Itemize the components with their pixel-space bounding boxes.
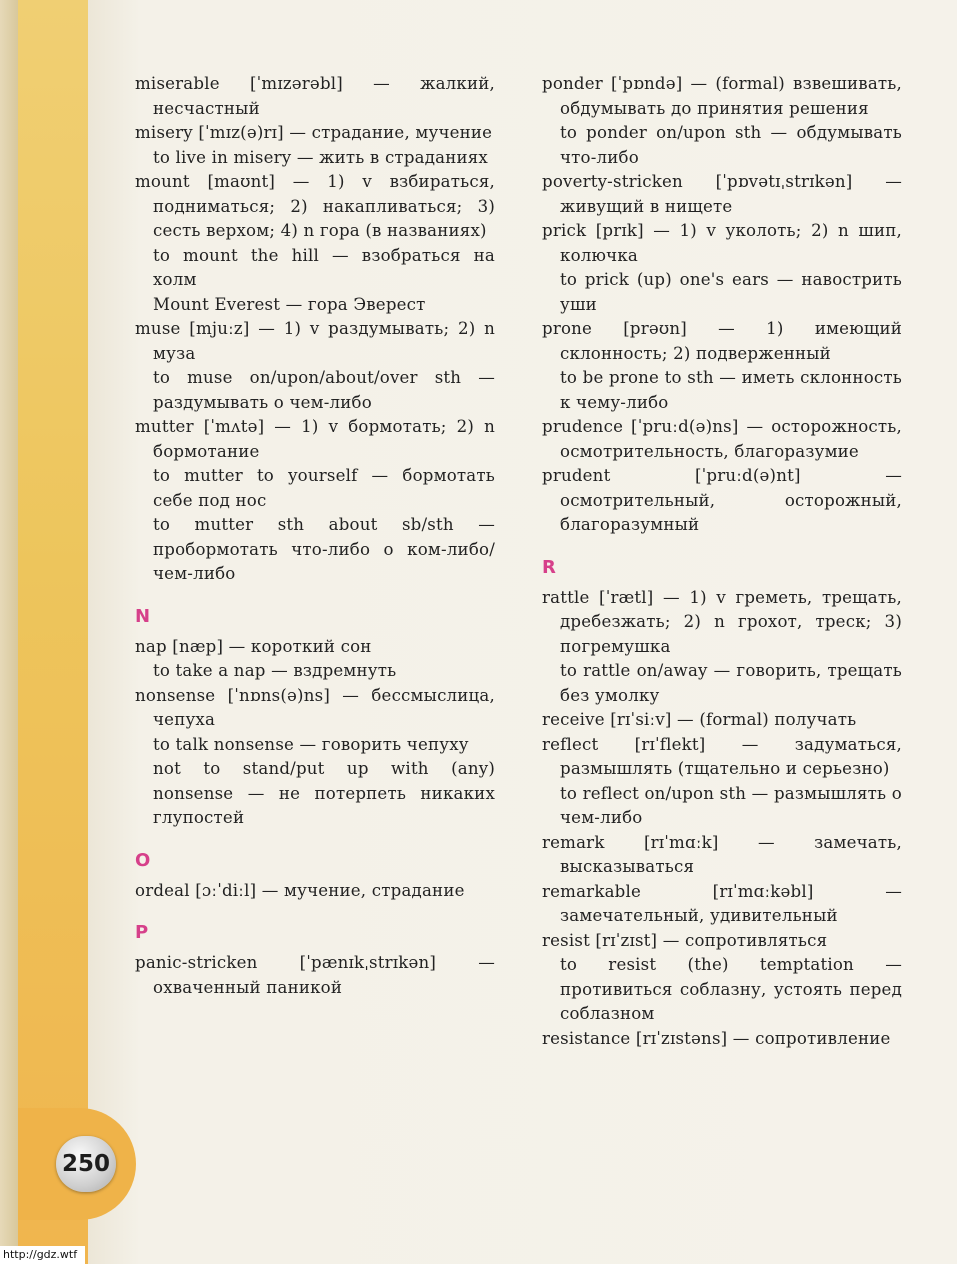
- dictionary-example: to talk nonsense — говорить чепуху: [153, 734, 469, 754]
- dictionary-entry: muse [mjuːz] — 1) v раздумывать; 2) n муза: [135, 319, 495, 363]
- dictionary-example: to mount the hill — взобраться на холм: [153, 245, 495, 289]
- section-letter: P: [135, 922, 149, 943]
- dictionary-entry: poverty-stricken [ˈpɒvətɪˌstrɪkən] — живущий в нищете: [542, 172, 902, 216]
- dictionary-entry: mutter [ˈmʌtə] — 1) v бормотать; 2) n бормотание: [135, 417, 495, 461]
- dictionary-entry: remark [rɪˈmɑːk] — замечать, высказываться: [542, 832, 902, 876]
- dictionary-entry: ordeal [ɔːˈdiːl] — мучение, страдание: [135, 880, 465, 900]
- dictionary-example: Mount Everest — гора Эверест: [153, 294, 426, 314]
- dictionary-example: to ponder on/upon sth — обдумывать что-либо: [560, 123, 902, 167]
- page-number: 250: [56, 1136, 116, 1192]
- dictionary-entry: nap [næp] — короткий сон: [135, 636, 372, 656]
- right-dictionary-column: [542, 72, 902, 1051]
- dictionary-entry: prick [prɪk] — 1) v уколоть; 2) n шип, колючка: [542, 221, 902, 265]
- dictionary-entry: miserable [ˈmɪzərəbl] — жалкий, несчастный: [135, 74, 495, 118]
- dictionary-entry: reflect [rɪˈflekt] — задуматься, размышлять (тщательно и серьезно): [542, 734, 902, 778]
- dictionary-entry: remarkable [rɪˈmɑːkəbl] — замечательный, удивительный: [542, 881, 902, 925]
- dictionary-example: to prick (up) one's ears — навострить уши: [560, 270, 902, 314]
- dictionary-entry: resist [rɪˈzɪst] — сопротивляться: [542, 930, 828, 950]
- watermark-url: http://gdz.wtf: [0, 1246, 85, 1264]
- dictionary-example: to rattle on/away — говорить, трещать без умолку: [560, 661, 902, 705]
- dictionary-example: to mutter sth about sb/sth — пробормотать что-либо о ком-либо/чем-либо: [153, 515, 495, 583]
- dictionary-entry: nonsense [ˈnɒns(ə)ns] — бессмыслица, чепуха: [135, 685, 495, 729]
- dictionary-example: to mutter to yourself — бормотать себе под нос: [153, 466, 495, 510]
- dictionary-example: to take a nap — вздремнуть: [153, 661, 397, 680]
- dictionary-example: to be prone to sth — иметь склонность к чему-либо: [560, 368, 902, 412]
- dictionary-entry: mount [maʊnt] — 1) v взбираться, подниматься; 2) накапливаться; 3) сесть верхом; 4) n гора (в названиях): [135, 172, 495, 240]
- book-edge: [0, 0, 18, 1264]
- section-letter: N: [135, 605, 151, 627]
- dictionary-example: to muse on/upon/about/over sth — раздумывать о чем-либо: [153, 368, 495, 412]
- dictionary-example: not to stand/put up with (any) nonsense — не потерпеть никаких глупостей: [153, 759, 495, 827]
- dictionary-entry: prudent [ˈpruːd(ə)nt] — осмотрительный, осторожный, благоразумный: [542, 466, 902, 534]
- dictionary-example: to resist (the) temptation — противиться соблазну, устоять перед соблазном: [560, 955, 902, 1023]
- dictionary-entry: prone [prəʊn] — 1) имеющий склонность; 2) подверженный: [542, 319, 902, 363]
- dictionary-entry: misery [ˈmɪz(ə)rɪ] — страдание, мучение: [135, 123, 493, 142]
- dictionary-example: to live in misery — жить в страданиях: [153, 147, 488, 167]
- dictionary-example: to reflect on/upon sth — размышлять о чем-либо: [560, 783, 902, 827]
- side-color-band: [18, 0, 88, 1264]
- section-letter: O: [135, 849, 151, 871]
- section-letter: R: [542, 556, 557, 578]
- dictionary-entry: receive [rɪˈsiːv] — (formal) получать: [542, 710, 857, 729]
- dictionary-entry: resistance [rɪˈzɪstəns] — сопротивление: [542, 1028, 891, 1048]
- dictionary-entry: prudence [ˈpruːd(ə)ns] — осторожность, осмотрительность, благоразумие: [542, 417, 902, 461]
- dictionary-entry: ponder [ˈpɒndə] — (formal) взвешивать, обдумывать до принятия решения: [542, 74, 902, 118]
- left-dictionary-column: [135, 72, 495, 1000]
- dictionary-entry: panic-stricken [ˈpænɪkˌstrɪkən] — охваченный паникой: [135, 953, 495, 997]
- dictionary-entry: rattle [ˈrætl] — 1) v греметь, трещать, дребезжать; 2) n грохот, треск; 3) погремушка: [542, 587, 902, 656]
